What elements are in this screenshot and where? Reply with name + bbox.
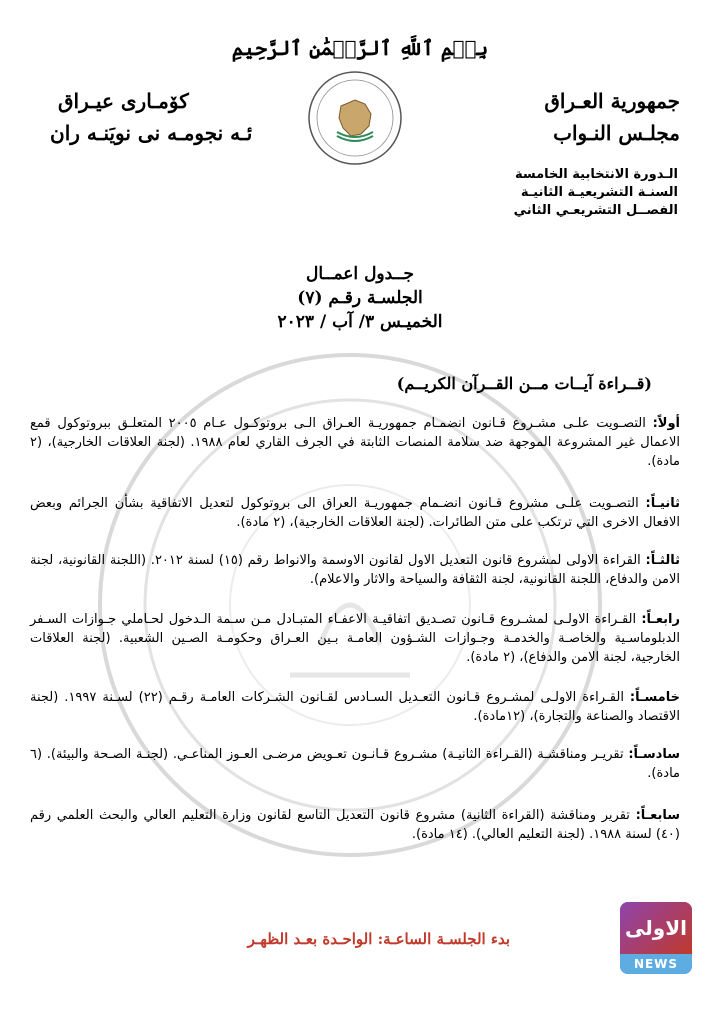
news-brand-text: الاولى: [620, 902, 692, 954]
session-date: الخميـس ٣/ آب / ٢٠٢٣: [277, 312, 443, 332]
agenda-item: [30, 688, 680, 726]
agenda-title: جــدول اعمــال: [305, 264, 415, 284]
agenda-header: [0, 262, 720, 334]
agenda-item: [30, 610, 680, 667]
electoral-term: الـدورة الانتخابية الخامسة: [515, 167, 678, 182]
agenda-item-text: التصـويت علـى مشـروع قـانون انضمـام جمهوريـة العـراق الـى بروتوكـول عـام ٢٠٠٥ المتعلـق ببروتوكول قمع الاعمال غير المشروعة الموجهة ضد سلامة المنصات الثابتة في الجرف القاري لعام ١٩٨٨. (لجنة العلاقات الخارجية)، (٢ مادة).: [30, 416, 680, 469]
agenda-item: [30, 494, 680, 532]
agenda-item-text: القـراءة الاولـى لمشـروع قـانون التعـديل السـادس لقـانون الشـركات العامـة رقـم (٢٢) لسـنة ١٩٩٧. (لجنة الاقتصاد والصناعة والتجارة)، (١٢مادة).: [30, 690, 680, 724]
country-name-arabic: جمهورية العـراق: [544, 89, 680, 113]
country-name-kurdish: كۆمـارى عيـراق: [58, 89, 189, 113]
agenda-item-text: التصـويت علـى مشروع قـانون انضـمام جمهوريـة العراق الى بروتوكول لتعديل الاتفاقية بشأن الجرائم وبعض الافعال الاخرى التي ترتكب على متن الطائرات. (لجنة العلاقات الخارجية)، (٢ مادة).: [30, 496, 680, 530]
agenda-item-label: أولاً:: [652, 416, 680, 431]
parliament-name-kurdish: ئـه نجومـه نى نويَنـه ران: [50, 121, 253, 145]
agenda-item: [30, 414, 680, 471]
agenda-item: [30, 551, 680, 589]
agenda-item-label: رابعـاً:: [641, 612, 680, 627]
agenda-item-text: القـراءة الاولـى لمشـروع قـانون تصـديق اتفاقيـة الاعفـاء المتبـادل مـن سـمة الـدخول لحـاملي جـوازات السـفر الدبلوماسـية والخاصـة والخدمـة وجـوازات الشـؤون العامـة بـين العـراق وحكومـة الصـين الشعبية. (لجنة العلاقات الخارجية، لجنة الامن والدفاع)، (٢ مادة).: [30, 612, 680, 665]
agenda-item-label: سادسـاً:: [628, 747, 680, 762]
news-channel-logo: [620, 902, 692, 974]
agenda-item-label: سابعـاً:: [635, 808, 680, 823]
agenda-item-label: ثالثـاً:: [645, 553, 680, 568]
news-label: NEWS: [620, 954, 692, 974]
session-number: الجلسـة رقـم (٧): [297, 288, 423, 308]
agenda-item-text: القراءة الاولى لمشروع قانون التعديل الاول لقانون الاوسمة والانواط رقم (١٥) لسنة ٢٠١٢. (اللجنة القانونية، لجنة الامن والدفاع، اللجنة القانونية، لجنة الثقافة والسياحة والاثار والاعلام).: [30, 553, 680, 587]
legislative-year: السنـة التشريعيـة الثانيـة: [520, 185, 678, 200]
legislative-term: الفصــل التشريعـي الثاني: [513, 203, 678, 218]
basmala: بِسۡمِ ٱللَّهِ ٱلرَّحۡمَٰنِ ٱلرَّحِيمِ: [231, 36, 489, 60]
session-start-time: بدء الجلسـة الساعـة: الواحـدة بعـد الظهـر: [247, 930, 510, 948]
parliament-name-arabic: مجلـس النـواب: [553, 121, 680, 145]
session-info: [514, 166, 678, 220]
agenda-item-text: تقريـر ومناقشـة (القـراءة الثانيـة) مشـروع قـانـون تعـويض مرضـى العـوز المناعـي. (لجنـة الصـحة والبيئة). (٦ مادة).: [30, 747, 680, 781]
parliament-emblem: [307, 70, 403, 166]
agenda-item-label: خامسـاً:: [629, 690, 680, 705]
agenda-item: [30, 806, 680, 844]
agenda-item-label: ثانيـاً:: [645, 496, 680, 511]
agenda-item: [30, 745, 680, 783]
opening-quran-recitation: (قــراءة آيــات مــن القــرآن الكريــم): [396, 374, 652, 393]
agenda-item-text: تقرير ومناقشة (القراءة الثانية) مشروع قانون التعديل التاسع لقانون وزارة التعليم العالي والبحث العلمي رقم (٤٠) لسنة ١٩٨٨. (لجنة التعليم العالي). (١٤ مادة).: [30, 808, 680, 842]
